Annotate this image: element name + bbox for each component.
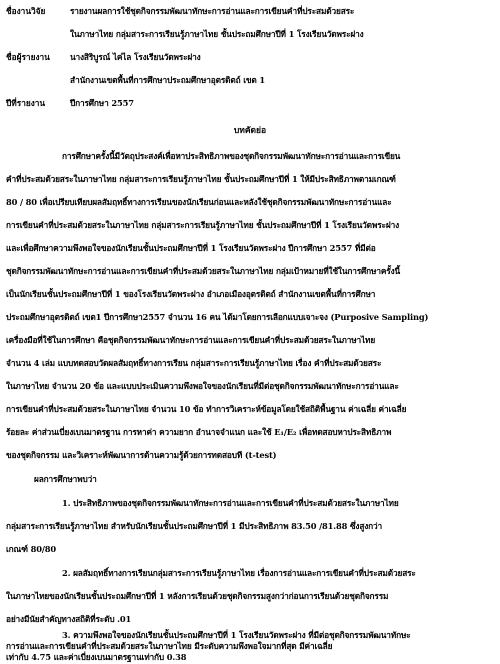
abstract-line: เครื่องมือที่ใช้ในการศึกษา คือชุดกิจกรรมพัฒนาทักษะการอ่านและการเขียนคำที่ประสมด้วยสระในภาษาไทย <box>6 335 376 345</box>
abstract-line: การเขียนคำที่ประสมด้วยสระในภาษาไทย จำนวน 10 ข้อ ทำการวิเคราะห์ข้อมูลโดยใช้สถิติพื้นฐาน ค่าเฉลี่ย ค่าเฉลี่ย <box>6 404 407 414</box>
research-title-line-1: รายงานผลการใช้ชุดกิจกรรมพัฒนาทักษะการอ่านและการเขียนคำที่ประสมด้วยสระ <box>70 6 355 16</box>
abstract-line: และเพื่อศึกษาความพึงพอใจของนักเรียนชั้นประถมศึกษาปีที่ 1 โรงเรียนวัดพระฝาง ปีการศึกษา 2557 ที่มีต่อ <box>6 243 376 253</box>
result-item-3-line: 3. ความพึงพอใจของนักเรียนชั้นประถมศึกษาปีที่ 1 โรงเรียนวัดพระฝาง ที่มีต่อชุดกิจกรรมพัฒนาทักษะ <box>62 630 411 640</box>
result-item-2-line: 2. ผลสัมฤทธิ์ทางการเรียนกลุ่มสาระการเรียนรู้ภาษาไทย เรื่องการอ่านและการเขียนคำที่ประสมด้วยสระ <box>62 568 416 578</box>
research-title-label: ชื่องานวิจัย <box>6 6 46 16</box>
abstract-line: ในภาษาไทย จำนวน 20 ข้อ และแบบประเมินความพึงพอใจของนักเรียนที่มีต่อชุดกิจกรรมพัฒนาทักษะการอ่านและ <box>6 381 399 391</box>
abstract-line: ประถมศึกษาอุตรดิตถ์ เขต1 ปีการศึกษา2557 จำนวน 16 คน ได้มาโดยการเลือกแบบเจาะจง (Purposive Sampling) <box>6 312 429 322</box>
results-heading: ผลการศึกษาพบว่า <box>34 474 97 484</box>
abstract-line: ชุดกิจกรรมพัฒนาทักษะการอ่านและการเขียนคำที่ประสมด้วยสระในภาษาไทย กลุ่มเป้าหมายที่ใช้ในการศึกษาครั้งนี้ <box>6 266 400 276</box>
result-item-3-line: การอ่านและการเขียนคำที่ประสมด้วยสระในภาษาไทย มีระดับความพึงพอใจมากที่สุด มีค่าเฉลี่ย <box>6 641 333 651</box>
abstract-line: คำที่ประสมด้วยสระในภาษาไทย กลุ่มสาระการเรียนรู้ภาษาไทย ชั้นประถมศึกษาปีที่ 1 ให้มีประสิทธิภาพตามเกณฑ์ <box>6 174 396 184</box>
result-item-2-line: อย่างมีนัยสำคัญทางสถิติที่ระดับ .01 <box>6 614 132 624</box>
author-line-1: นางสิริบูรณ์ ไค่ไล โรงเรียนวัดพระฝาง <box>70 52 201 62</box>
report-year-label: ปีที่รายงาน <box>6 98 46 108</box>
research-title-line-2: ในภาษาไทย กลุ่มสาระการเรียนรู้ภาษาไทย ชั้นประถมศึกษาปีที่ 1 โรงเรียนวัดพระฝาง <box>70 29 364 39</box>
result-item-3-line: เท่ากับ 4.75 และค่าเบี่ยงเบนมาตรฐานเท่ากับ 0.38 <box>6 652 187 662</box>
abstract-line: ของชุดกิจกรรม และวิเคราะห์พัฒนาการด้านความรู้ด้วยการทดสอบที (t-test) <box>6 450 277 460</box>
abstract-line: การเขียนคำที่ประสมด้วยสระในภาษาไทย กลุ่มสาระการเรียนรู้ภาษาไทย ชั้นประถมศึกษาปีที่ 1 โรงเรียนวัดพระฝาง <box>6 220 399 230</box>
result-item-1-line: 1. ประสิทธิภาพของชุดกิจกรรมพัฒนาทักษะการอ่านและการเขียนคำที่ประสมด้วยสระในภาษาไทย <box>62 498 399 508</box>
abstract-line: 80 / 80 เพื่อเปรียบเทียบผลสัมฤทธิ์ทางการเรียนของนักเรียนก่อนและหลังใช้ชุดกิจกรรมพัฒนาทักษะการอ่านและ <box>6 197 392 207</box>
result-item-1-line: เกณฑ์ 80/80 <box>6 544 56 554</box>
result-item-2-line: ในภาษาไทยของนักเรียนชั้นประถมศึกษาปีที่ 1 หลังการเรียนด้วยชุดกิจกรรมสูงกว่าก่อนการเรียนด้วยชุดกิจกรรม <box>6 591 389 601</box>
abstract-line: เป็นนักเรียนชั้นประถมศึกษาปีที่ 1 ของโรงเรียนวัดพระฝาง อำเภอเมืองอุตรดิตถ์ สำนักงานเขตพื้นที่การศึกษา <box>6 289 376 299</box>
abstract-line: จำนวน 4 เล่ม แบบทดสอบวัดผลสัมฤทธิ์ทางการเรียน กลุ่มสาระการเรียนรู้ภาษาไทย เรื่อง คำที่ประสมด้วยสระ <box>6 358 382 368</box>
author-label: ชื่อผู้รายงาน <box>6 52 50 62</box>
report-year-value: ปีการศึกษา 2557 <box>70 98 134 108</box>
abstract-line: ร้อยละ ค่าส่วนเบี่ยงเบนมาตรฐาน การหาค่า ความยาก อำนาจจำแนก และใช้ E₁/E₂ เพื่อทดสอบหาประสิทธิภาพ <box>6 427 392 437</box>
result-item-1-line: กลุ่มสาระการเรียนรู้ภาษาไทย สำหรับนักเรียนชั้นประถมศึกษาปีที่ 1 มีประสิทธิภาพ 83.50 /81.88 ซึ่งสูงกว่า <box>6 521 383 531</box>
abstract-line: การศึกษาครั้งนี้มีวัตถุประสงค์เพื่อหาประสิทธิภาพของชุดกิจกรรมพัฒนาทักษะการอ่านและการเขียน <box>62 151 401 161</box>
author-line-2: สำนักงานเขตพื้นที่การศึกษาประถมศึกษาอุตรดิตถ์ เขต 1 <box>70 75 266 85</box>
abstract-heading: บทคัดย่อ <box>233 126 267 136</box>
